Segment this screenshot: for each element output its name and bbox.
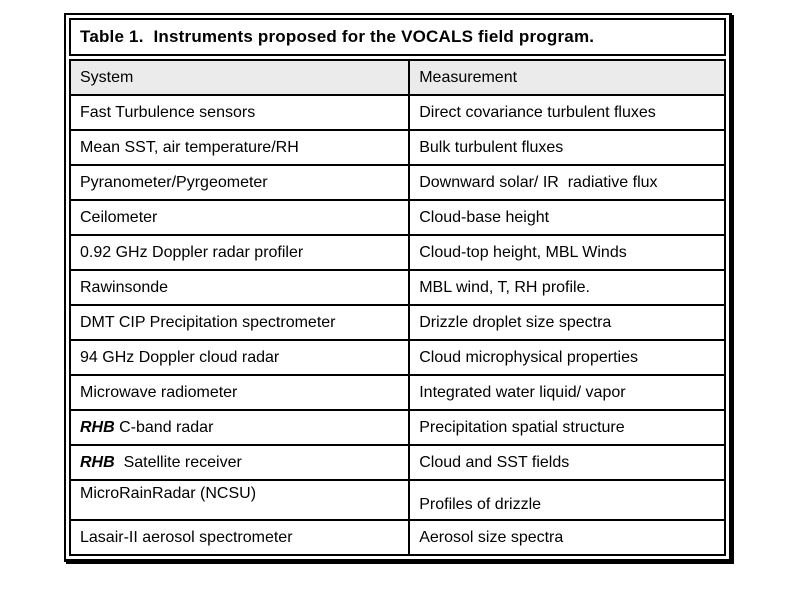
measurement-cell: Bulk turbulent fluxes (409, 130, 725, 165)
table-row (70, 165, 725, 200)
measurement-cell: Cloud-base height (409, 200, 725, 235)
measurement-cell: Cloud and SST fields (409, 445, 725, 480)
table-row (70, 445, 725, 480)
table-row (70, 410, 725, 445)
measurement-cell: MBL wind, T, RH profile. (409, 270, 725, 305)
instruments-table-frame (64, 13, 732, 562)
system-cell: MicroRainRadar (NCSU) (70, 480, 409, 520)
table-row (70, 235, 725, 270)
measurement-cell: Drizzle droplet size spectra (409, 305, 725, 340)
column-header-measurement: Measurement (409, 60, 725, 95)
rhb-prefix: RHB (80, 418, 115, 436)
measurement-cell: Profiles of drizzle (409, 480, 725, 520)
system-cell: Fast Turbulence sensors (70, 95, 409, 130)
instruments-table (69, 59, 726, 556)
system-cell: RHB C-band radar (70, 410, 409, 445)
header-row (70, 60, 725, 95)
table-row (70, 340, 725, 375)
measurement-cell: Integrated water liquid/ vapor (409, 375, 725, 410)
system-cell: Microwave radiometer (70, 375, 409, 410)
table-row (70, 200, 725, 235)
measurement-cell: Downward solar/ IR radiative flux (409, 165, 725, 200)
column-header-system: System (70, 60, 409, 95)
system-cell: Rawinsonde (70, 270, 409, 305)
system-cell: Pyranometer/Pyrgeometer (70, 165, 409, 200)
table-row (70, 375, 725, 410)
table-title (69, 18, 726, 56)
table-row (70, 520, 725, 555)
table-row (70, 130, 725, 165)
table-title-text: Table 1. Instruments proposed for the VOCALS field program. (80, 27, 595, 46)
table-row (70, 305, 725, 340)
measurement-cell: Cloud-top height, MBL Winds (409, 235, 725, 270)
measurement-cell: Aerosol size spectra (409, 520, 725, 555)
table-row (70, 270, 725, 305)
table-row (70, 95, 725, 130)
measurement-cell: Precipitation spatial structure (409, 410, 725, 445)
system-cell: Ceilometer (70, 200, 409, 235)
system-cell: 94 GHz Doppler cloud radar (70, 340, 409, 375)
measurement-cell: Cloud microphysical properties (409, 340, 725, 375)
system-cell: DMT CIP Precipitation spectrometer (70, 305, 409, 340)
system-cell: 0.92 GHz Doppler radar profiler (70, 235, 409, 270)
system-cell: Lasair-II aerosol spectrometer (70, 520, 409, 555)
table-body (70, 95, 725, 555)
system-cell: Mean SST, air temperature/RH (70, 130, 409, 165)
measurement-cell: Direct covariance turbulent fluxes (409, 95, 725, 130)
system-cell: RHB Satellite receiver (70, 445, 409, 480)
table-row (70, 480, 725, 520)
rhb-prefix: RHB (80, 453, 115, 471)
